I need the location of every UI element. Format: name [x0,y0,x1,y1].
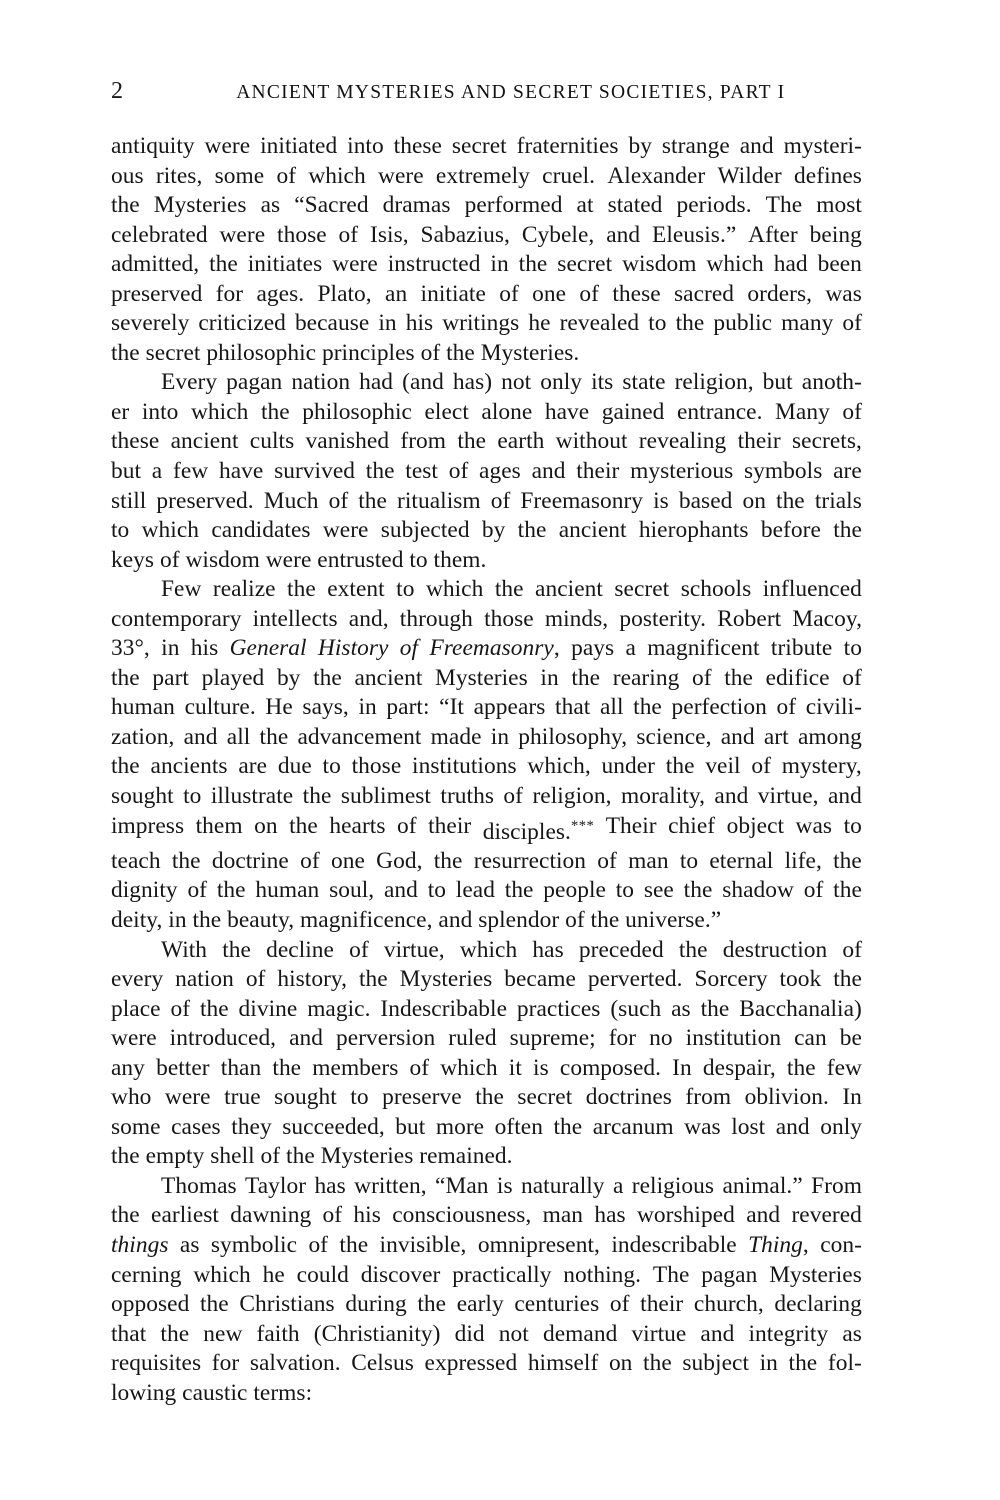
text-line: opposed the Christians during the early centuries of their church, declaring [111,1291,862,1318]
text-line: deity, in the beauty, magnificence, and splendor of the universe.” [111,907,722,934]
paragraph-4 [111,936,862,1172]
text-line: but a few have survived the test of ages and their mysterious symbols are [111,458,862,485]
text-line: admitted, the initiates were instructed in the secret wisdom which had been [111,251,862,278]
text-line: zation, and all the advancement made in philosophy, science, and art among [111,723,862,750]
text-line: the empty shell of the Mysteries remained. [111,1143,513,1170]
text-line: still preserved. Much of the ritualism of Freemasonry is based on the trials [111,487,862,514]
text-line: the Mysteries as “Sacred dramas performed at stated periods. The most [111,192,862,219]
text-line: cerning which he could discover practically nothing. The pagan Mysteries [111,1261,862,1288]
text-line: dignity of the human soul, and to lead the people to see the shadow of the [111,877,862,904]
text-line: who were true sought to preserve the secret doctrines from oblivion. In [111,1084,862,1111]
text-line: ous rites, some of which were extremely cruel. Alexander Wilder defines [111,162,862,189]
footnote-marker: *** [570,817,595,834]
text-line: sought to illustrate the sublimest truths of religion, morality, and virtue, and [111,783,862,810]
text-line: human culture. He says, in part: “It appears that all the perfection of civili- [111,694,862,721]
paragraph-2 [111,368,862,575]
text-line: 33°, in his General History of Freemasonry, pays a magnificent tribute to [111,635,862,662]
text-line: severely criticized because in his writings he revealed to the public many of [111,310,862,337]
text-line: impress them on the hearts of their disciples.*** Their chief object was to [111,812,862,845]
text-line: every nation of history, the Mysteries became perverted. Sorcery took the [111,966,862,993]
text-line: Every pagan nation had (and has) not only its state religion, but anoth- [161,369,862,396]
text-line: any better than the members of which it is composed. In despair, the few [111,1054,862,1081]
running-head [111,78,861,104]
text-line: er into which the philosophic elect alone have gained entrance. Many of [111,398,862,425]
text-line: contemporary intellects and, through those minds, posterity. Robert Macoy, [111,605,862,632]
paragraph-3 [111,575,862,935]
running-head-title: ANCIENT MYSTERIES AND SECRET SOCIETIES, PART I [236,82,786,103]
text-line: Thomas Taylor has written, “Man is naturally a religious animal.” From [161,1172,862,1199]
page-number: 2 [111,78,124,104]
body-text-block [111,132,862,1408]
text-line: place of the divine magic. Indescribable practices (such as the Bacchanalia) [111,995,862,1022]
text-line: some cases they succeeded, but more often the arcanum was lost and only [111,1113,862,1140]
text-line: the ancients are due to those institutions which, under the veil of mystery, [111,753,862,780]
text-line: the secret philosophic principles of the Mysteries. [111,339,580,366]
text-line: celebrated were those of Isis, Sabazius, Cybele, and Eleusis.” After being [111,221,862,248]
paragraph-1 [111,132,862,368]
text-line: that the new faith (Christianity) did not demand virtue and integrity as [111,1320,862,1347]
text-line: lowing caustic terms: [111,1379,313,1406]
text-line: preserved for ages. Plato, an initiate of one of these sacred orders, was [111,280,862,307]
text-line: things as symbolic of the invisible, omnipresent, indescribable Thing, con- [111,1232,862,1259]
text-line: the part played by the ancient Mysteries in the rearing of the edifice of [111,664,862,691]
text-line: these ancient cults vanished from the earth without revealing their secrets, [111,428,862,455]
text-line: to which candidates were subjected by the ancient hierophants before the [111,517,862,544]
text-line: With the decline of virtue, which has preceded the destruction of [161,936,862,963]
text-line: teach the doctrine of one God, the resurrection of man to eternal life, the [111,847,862,874]
text-line: antiquity were initiated into these secret fraternities by strange and mysteri- [111,133,862,159]
text-line: requisites for salvation. Celsus expressed himself on the subject in the fol- [111,1350,862,1377]
text-line: the earliest dawning of his consciousness, man has worshiped and revered [111,1202,862,1229]
text-line: Few realize the extent to which the ancient secret schools influenced [161,576,862,603]
text-line: were introduced, and perversion ruled supreme; for no institution can be [111,1025,862,1052]
paragraph-5 [111,1172,862,1408]
text-line: keys of wisdom were entrusted to them. [111,546,487,573]
